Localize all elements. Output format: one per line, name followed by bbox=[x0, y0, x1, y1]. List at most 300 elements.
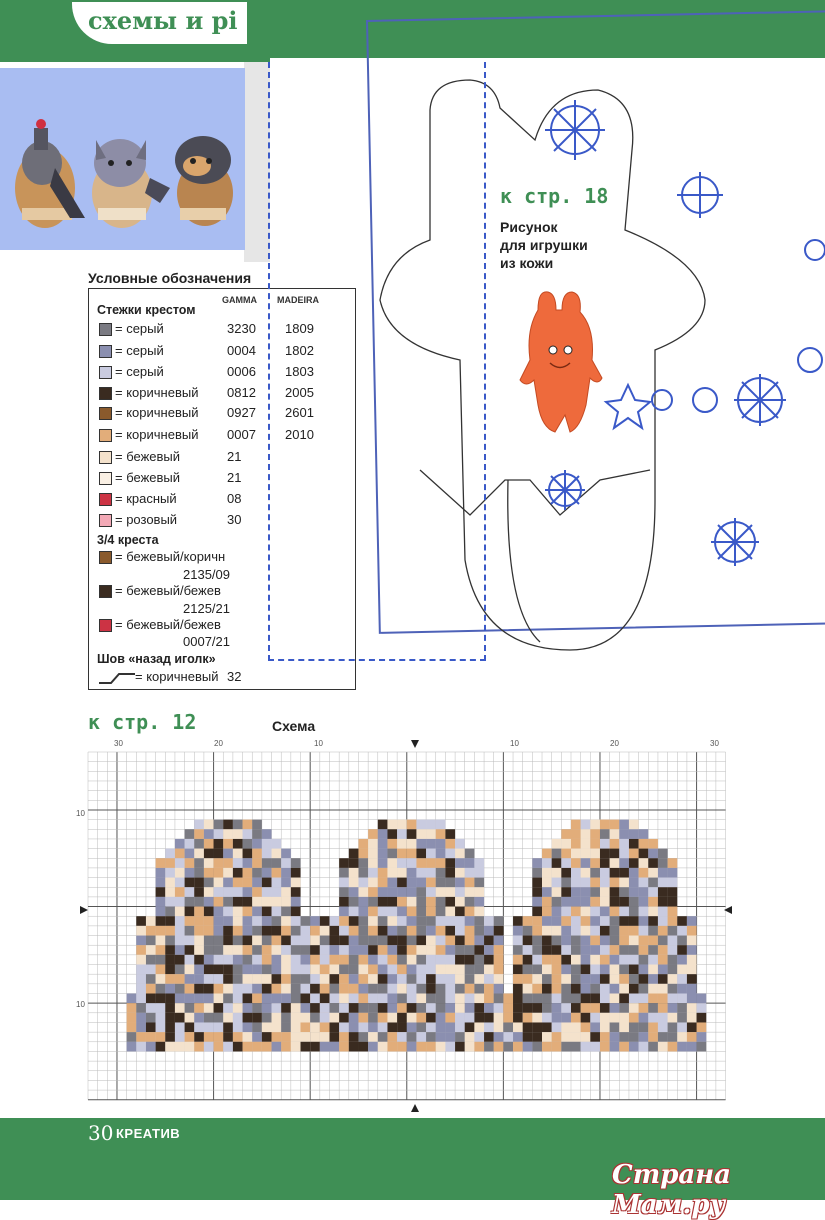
stitch-cell bbox=[281, 1003, 291, 1013]
stitch-cell bbox=[455, 974, 465, 984]
stitch-cell bbox=[619, 936, 629, 946]
stitch-cell bbox=[513, 994, 523, 1004]
stitch-cell bbox=[600, 994, 610, 1004]
stitch-cell bbox=[552, 878, 562, 888]
stitch-cell bbox=[648, 1022, 658, 1032]
stitch-cell bbox=[552, 945, 562, 955]
stitch-cell bbox=[552, 936, 562, 946]
stitch-cell bbox=[262, 994, 272, 1004]
stitch-cell bbox=[310, 955, 320, 965]
stitch-cell bbox=[204, 965, 214, 975]
stitch-cell bbox=[397, 1022, 407, 1032]
stitch-cell bbox=[262, 868, 272, 878]
stitch-cell bbox=[465, 945, 475, 955]
stitch-cell bbox=[243, 868, 253, 878]
stitch-cell bbox=[281, 974, 291, 984]
stitch-cell bbox=[561, 887, 571, 897]
stitch-cell bbox=[639, 994, 649, 1004]
stitch-cell bbox=[474, 945, 484, 955]
stitch-cell bbox=[426, 955, 436, 965]
stitch-cell bbox=[272, 974, 282, 984]
stitch-cell bbox=[262, 945, 272, 955]
stitch-cell bbox=[639, 878, 649, 888]
stitch-cell bbox=[436, 820, 446, 830]
stitch-cell bbox=[639, 858, 649, 868]
stitch-cell bbox=[243, 916, 253, 926]
stitch-cell bbox=[484, 916, 494, 926]
stitch-cell bbox=[397, 878, 407, 888]
stitch-cell bbox=[677, 936, 687, 946]
stitch-cell bbox=[252, 858, 262, 868]
stitch-cell bbox=[407, 820, 417, 830]
stitch-cell bbox=[397, 907, 407, 917]
stitch-cell bbox=[349, 1013, 359, 1023]
stitch-cell bbox=[426, 858, 436, 868]
stitch-cell bbox=[542, 916, 552, 926]
stitch-cell bbox=[387, 1013, 397, 1023]
stitch-cell bbox=[668, 1003, 678, 1013]
stitch-cell bbox=[610, 916, 620, 926]
stitch-cell bbox=[426, 1032, 436, 1042]
stitch-cell bbox=[378, 829, 388, 839]
stitch-cell bbox=[474, 916, 484, 926]
stitch-cell bbox=[571, 849, 581, 859]
stitch-cell bbox=[561, 1032, 571, 1042]
legend-row: = бежевый/коричн bbox=[97, 549, 356, 569]
stitch-cell bbox=[165, 1042, 175, 1052]
stitch-cell bbox=[185, 1032, 195, 1042]
stitch-cell bbox=[368, 916, 378, 926]
stitch-cell bbox=[127, 1013, 137, 1023]
stitch-cell bbox=[523, 955, 533, 965]
stitch-cell bbox=[658, 907, 668, 917]
stitch-cell bbox=[175, 858, 185, 868]
stitch-cell bbox=[165, 887, 175, 897]
stitch-cell bbox=[581, 926, 591, 936]
stitch-cell bbox=[291, 936, 301, 946]
stitch-cell bbox=[387, 1042, 397, 1052]
stitch-cell bbox=[523, 994, 533, 1004]
stitch-cell bbox=[639, 965, 649, 975]
stitch-cell bbox=[301, 994, 311, 1004]
stitch-cell bbox=[552, 858, 562, 868]
stitch-cell bbox=[455, 916, 465, 926]
stitch-cell bbox=[629, 887, 639, 897]
stitch-cell bbox=[214, 974, 224, 984]
stitch-cell bbox=[648, 916, 658, 926]
stitch-cell bbox=[465, 955, 475, 965]
stitch-cell bbox=[416, 1003, 426, 1013]
stitch-cell bbox=[243, 1032, 253, 1042]
stitch-cell bbox=[214, 926, 224, 936]
stitch-cell bbox=[397, 926, 407, 936]
stitch-cell bbox=[397, 984, 407, 994]
stitch-cell bbox=[387, 1032, 397, 1042]
stitch-cell bbox=[436, 974, 446, 984]
stitch-cell bbox=[281, 916, 291, 926]
stitch-cell bbox=[639, 887, 649, 897]
stitch-cell bbox=[349, 994, 359, 1004]
stitch-cell bbox=[610, 858, 620, 868]
stitch-cell bbox=[619, 974, 629, 984]
center-arrow-bottom-icon bbox=[411, 1104, 419, 1112]
toy-photo bbox=[520, 292, 602, 432]
stitch-cell bbox=[426, 1013, 436, 1023]
stitch-cell bbox=[474, 897, 484, 907]
stitch-cell bbox=[445, 1013, 455, 1023]
stitch-cell bbox=[494, 1003, 504, 1013]
stitch-cell bbox=[165, 878, 175, 888]
stitch-cell bbox=[146, 1003, 156, 1013]
tick-left: 10 bbox=[76, 1000, 85, 1009]
stitch-cell bbox=[455, 1032, 465, 1042]
stitch-cell bbox=[668, 936, 678, 946]
stitch-cell bbox=[262, 1032, 272, 1042]
stitch-cell bbox=[175, 907, 185, 917]
stitch-cell bbox=[407, 849, 417, 859]
stitch-cell bbox=[484, 1013, 494, 1023]
stitch-cell bbox=[281, 1022, 291, 1032]
stitch-cell bbox=[301, 1042, 311, 1052]
stitch-cell bbox=[445, 1022, 455, 1032]
stitch-cell bbox=[387, 820, 397, 830]
stitch-cell bbox=[561, 1013, 571, 1023]
stitch-cell bbox=[610, 868, 620, 878]
stitch-cell bbox=[436, 897, 446, 907]
stitch-cell bbox=[513, 984, 523, 994]
stitch-cell bbox=[194, 936, 204, 946]
stitch-cell bbox=[320, 1042, 330, 1052]
stitch-cell bbox=[416, 984, 426, 994]
stitch-cell bbox=[349, 984, 359, 994]
stitch-cell bbox=[552, 974, 562, 984]
stitch-cell bbox=[610, 839, 620, 849]
stitch-cell bbox=[185, 994, 195, 1004]
stitch-cell bbox=[397, 974, 407, 984]
stitch-cell bbox=[619, 955, 629, 965]
stitch-cell bbox=[610, 1013, 620, 1023]
stitch-cell bbox=[378, 955, 388, 965]
stitch-cell bbox=[407, 829, 417, 839]
yorkie-photo-illustration bbox=[0, 68, 245, 250]
stitch-cell bbox=[600, 878, 610, 888]
stitch-cell bbox=[494, 955, 504, 965]
stitch-cell bbox=[697, 994, 707, 1004]
stitch-cell bbox=[194, 965, 204, 975]
stitch-cell bbox=[156, 1042, 166, 1052]
stitch-cell bbox=[281, 936, 291, 946]
stitch-cell bbox=[156, 974, 166, 984]
stitch-cell bbox=[523, 936, 533, 946]
stitch-cell bbox=[648, 897, 658, 907]
stitch-cell bbox=[600, 887, 610, 897]
stitch-cell bbox=[658, 1042, 668, 1052]
stitch-cell bbox=[484, 955, 494, 965]
stitch-cell bbox=[445, 1042, 455, 1052]
stitch-cell bbox=[223, 994, 233, 1004]
stitch-cell bbox=[474, 858, 484, 868]
stitch-cell bbox=[165, 1003, 175, 1013]
stitch-cell bbox=[397, 965, 407, 975]
stitch-cell bbox=[349, 945, 359, 955]
stitch-cell bbox=[619, 868, 629, 878]
stitch-cell bbox=[252, 984, 262, 994]
stitch-cell bbox=[658, 878, 668, 888]
stitch-cell bbox=[619, 897, 629, 907]
stitch-cell bbox=[233, 878, 243, 888]
scheme-page-ref: к стр. 12 bbox=[88, 710, 197, 734]
stitch-cell bbox=[204, 1022, 214, 1032]
stitch-cell bbox=[571, 1042, 581, 1052]
stitch-cell bbox=[523, 945, 533, 955]
stitch-cell bbox=[648, 974, 658, 984]
stitch-cell bbox=[532, 936, 542, 946]
stitch-cell bbox=[416, 820, 426, 830]
stitch-cell bbox=[223, 926, 233, 936]
stitch-cell bbox=[339, 1013, 349, 1023]
stitch-cell bbox=[639, 974, 649, 984]
stitch-cell bbox=[639, 936, 649, 946]
stitch-cell bbox=[416, 916, 426, 926]
stitch-cell bbox=[233, 994, 243, 1004]
stitch-cell bbox=[436, 1032, 446, 1042]
stitch-cell bbox=[330, 1013, 340, 1023]
stitch-cell bbox=[503, 1042, 513, 1052]
stitch-cell bbox=[426, 829, 436, 839]
stitch-cell bbox=[619, 829, 629, 839]
stitch-cell bbox=[619, 858, 629, 868]
stitch-cell bbox=[214, 994, 224, 1004]
stitch-cell bbox=[387, 984, 397, 994]
stitch-cell bbox=[581, 955, 591, 965]
stitch-cell bbox=[310, 936, 320, 946]
stitch-cell bbox=[561, 965, 571, 975]
stitch-cell bbox=[358, 897, 368, 907]
stitch-cell bbox=[561, 849, 571, 859]
stitch-cell bbox=[455, 936, 465, 946]
stitch-cell bbox=[204, 1032, 214, 1042]
stitch-cell bbox=[387, 955, 397, 965]
stitch-cell bbox=[416, 858, 426, 868]
stitch-cell bbox=[330, 984, 340, 994]
stitch-cell bbox=[571, 820, 581, 830]
stitch-cell bbox=[668, 897, 678, 907]
stitch-cell bbox=[204, 1003, 214, 1013]
stitch-cell bbox=[194, 945, 204, 955]
stitch-cell bbox=[416, 878, 426, 888]
stitch-cell bbox=[532, 945, 542, 955]
stitch-cell bbox=[416, 849, 426, 859]
stitch-cell bbox=[658, 945, 668, 955]
stitch-cell bbox=[185, 907, 195, 917]
stitch-cell bbox=[194, 994, 204, 1004]
stitch-cell bbox=[281, 907, 291, 917]
legend-swatch bbox=[99, 323, 112, 336]
stitch-cell bbox=[204, 829, 214, 839]
stitch-cell bbox=[378, 916, 388, 926]
stitch-cell bbox=[387, 839, 397, 849]
stitch-cell bbox=[455, 849, 465, 859]
stitch-cell bbox=[262, 878, 272, 888]
stitch-cell bbox=[368, 849, 378, 859]
stitch-cell bbox=[214, 1003, 224, 1013]
stitch-cell bbox=[416, 868, 426, 878]
stitch-cell bbox=[358, 887, 368, 897]
stitch-cell bbox=[378, 1003, 388, 1013]
stitch-cell bbox=[600, 926, 610, 936]
scheme-title: Схема bbox=[272, 718, 316, 734]
stitch-cell bbox=[407, 907, 417, 917]
stitch-cell bbox=[223, 897, 233, 907]
stitch-cell bbox=[165, 858, 175, 868]
stitch-cell bbox=[223, 1042, 233, 1052]
stitch-cell bbox=[687, 984, 697, 994]
stitch-cell bbox=[281, 868, 291, 878]
stitch-cell bbox=[330, 965, 340, 975]
stitch-cell bbox=[677, 916, 687, 926]
stitch-cell bbox=[358, 974, 368, 984]
stitch-cell bbox=[465, 1042, 475, 1052]
stitch-cell bbox=[156, 936, 166, 946]
stitch-cell bbox=[542, 945, 552, 955]
stitch-cell bbox=[677, 984, 687, 994]
stitch-cell bbox=[648, 839, 658, 849]
stitch-cell bbox=[474, 1013, 484, 1023]
legend-row: = серый 0004 1802 bbox=[97, 343, 356, 363]
stitch-cell bbox=[281, 984, 291, 994]
stitch-cell bbox=[349, 936, 359, 946]
stitch-cell bbox=[600, 936, 610, 946]
stitch-cell bbox=[136, 945, 146, 955]
stitch-cell bbox=[320, 974, 330, 984]
stitch-cell bbox=[156, 887, 166, 897]
stitch-cell bbox=[436, 839, 446, 849]
section-title-tab bbox=[72, 2, 247, 44]
stitch-cell bbox=[590, 955, 600, 965]
stitch-cell bbox=[445, 839, 455, 849]
stitch-cell bbox=[368, 829, 378, 839]
stitch-cell bbox=[223, 829, 233, 839]
stitch-cell bbox=[204, 897, 214, 907]
stitch-cell bbox=[223, 965, 233, 975]
stitch-cell bbox=[416, 926, 426, 936]
stitch-cell bbox=[387, 916, 397, 926]
legend-row: = коричневый 32 bbox=[97, 669, 356, 689]
stitch-cell bbox=[416, 1013, 426, 1023]
photo-mount bbox=[244, 62, 270, 262]
stitch-cell bbox=[320, 945, 330, 955]
stitch-cell bbox=[648, 858, 658, 868]
stitch-cell bbox=[204, 849, 214, 859]
stitch-cell bbox=[581, 887, 591, 897]
stitch-cell bbox=[668, 907, 678, 917]
stitch-cell bbox=[523, 974, 533, 984]
stitch-cell bbox=[252, 926, 262, 936]
stitch-cell bbox=[532, 955, 542, 965]
stitch-cell bbox=[243, 858, 253, 868]
stitch-cell bbox=[233, 907, 243, 917]
stitch-cell bbox=[455, 965, 465, 975]
stitch-cell bbox=[668, 916, 678, 926]
stitch-cell bbox=[648, 1042, 658, 1052]
stitch-cell bbox=[301, 936, 311, 946]
stitch-cell bbox=[571, 1022, 581, 1032]
stitch-cell bbox=[136, 1032, 146, 1042]
stitch-cell bbox=[378, 820, 388, 830]
stitch-cell bbox=[378, 1022, 388, 1032]
stitch-cell bbox=[658, 1022, 668, 1032]
stitch-cell bbox=[426, 820, 436, 830]
legend-swatch bbox=[99, 407, 112, 420]
stitch-cell bbox=[175, 936, 185, 946]
stitch-cell bbox=[445, 1003, 455, 1013]
stitch-cell bbox=[175, 878, 185, 888]
stitch-cell bbox=[272, 868, 282, 878]
stitch-cell bbox=[600, 820, 610, 830]
stitch-cell bbox=[503, 1032, 513, 1042]
stitch-cell bbox=[262, 829, 272, 839]
stitch-cell bbox=[465, 916, 475, 926]
stitch-cell bbox=[127, 1003, 137, 1013]
stitch-cell bbox=[407, 1022, 417, 1032]
stitch-cell bbox=[561, 916, 571, 926]
stitch-cell bbox=[165, 916, 175, 926]
stitch-cell bbox=[214, 965, 224, 975]
stitch-cell bbox=[146, 1042, 156, 1052]
stitch-cell bbox=[175, 1003, 185, 1013]
stitch-cell bbox=[243, 849, 253, 859]
stitch-cell bbox=[146, 936, 156, 946]
stitch-cell bbox=[291, 945, 301, 955]
stitch-cell bbox=[581, 1003, 591, 1013]
stitch-cell bbox=[127, 1042, 137, 1052]
stitch-cell bbox=[590, 868, 600, 878]
stitch-cell bbox=[349, 1032, 359, 1042]
stitch-cell bbox=[523, 1003, 533, 1013]
stitch-cell bbox=[532, 887, 542, 897]
stitch-cell bbox=[214, 897, 224, 907]
stitch-cell bbox=[156, 878, 166, 888]
stitch-cell bbox=[387, 887, 397, 897]
stitch-cell bbox=[310, 926, 320, 936]
stitch-cell bbox=[339, 868, 349, 878]
stitch-cell bbox=[233, 974, 243, 984]
stitch-cell bbox=[581, 839, 591, 849]
stitch-cell bbox=[349, 907, 359, 917]
stitch-cell bbox=[204, 839, 214, 849]
stitch-cell bbox=[687, 1003, 697, 1013]
stitch-cell bbox=[474, 1042, 484, 1052]
stitch-cell bbox=[445, 916, 455, 926]
stitch-cell bbox=[272, 1003, 282, 1013]
stitch-cell bbox=[407, 936, 417, 946]
stitch-cell bbox=[484, 1032, 494, 1042]
stitch-cell bbox=[542, 926, 552, 936]
stitch-cell bbox=[185, 897, 195, 907]
stitch-cell bbox=[175, 965, 185, 975]
stitch-cell bbox=[272, 849, 282, 859]
stitch-cell bbox=[581, 965, 591, 975]
stitch-cell bbox=[339, 984, 349, 994]
stitch-cell bbox=[436, 887, 446, 897]
stitch-cell bbox=[581, 829, 591, 839]
stitch-cell bbox=[136, 1042, 146, 1052]
stitch-cell bbox=[262, 897, 272, 907]
stitch-cell bbox=[542, 849, 552, 859]
stitch-cell bbox=[204, 868, 214, 878]
stitch-cell bbox=[668, 868, 678, 878]
stitch-cell bbox=[233, 820, 243, 830]
